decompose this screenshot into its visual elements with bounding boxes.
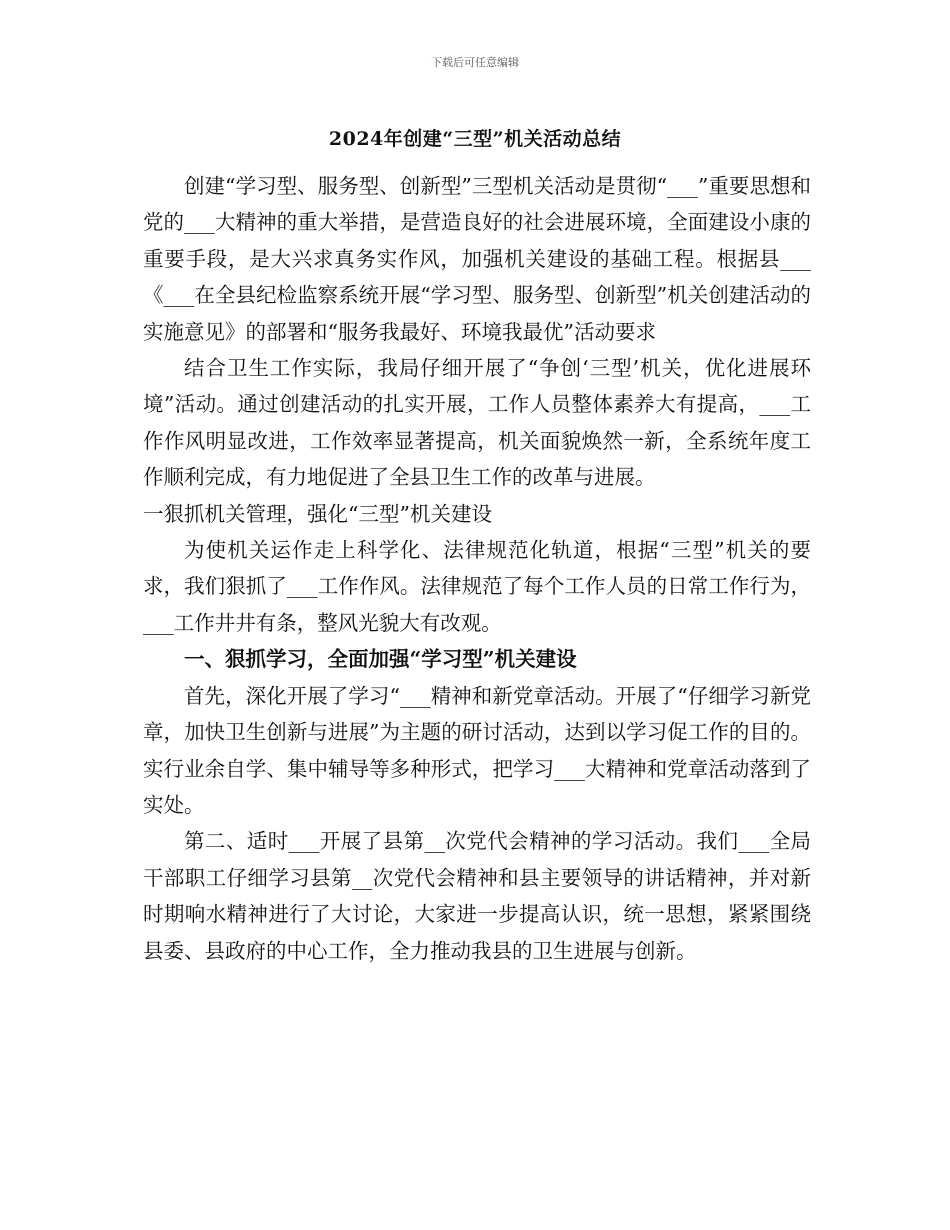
paragraph-first: 首先，深化开展了学习“___精神和新党章活动。开展了“仔细学习新党章，加快卫生创新与进展”为主题的研讨活动，达到以学习促工作的目的。实行业余自学、集中辅导等多种形式，把学习___大精神和党章活动落到了实处。 [143, 683, 811, 817]
paragraph-second: 第二、适时___开展了县第__次党代会精神的学习活动。我们___全局干部职工仔细学习县第__次党代会精神和县主要领导的讲话精神，并对新时期响水精神进行了大讨论，大家进一步提高认识，统一思想，紧紧围绕县委、县政府的中心工作，全力推动我县的卫生进展与创新。 [143, 829, 811, 963]
paragraph-intro: 创建“学习型、服务型、创新型”三型机关活动是贯彻“___”重要思想和党的___大精神的重大举措，是营造良好的社会进展环境，全面建设小康的重要手段，是大兴求真务实作风，加强机关建设的基础工程。根据县___《___在全县纪检监察系统开展“学习型、服务型、创新型”机关创建活动的实施意见》的部署和“服务我最好、环境我最优”活动要求 [143, 174, 811, 344]
document-body [143, 168, 811, 969]
header-note: 下载后可任意编辑 [431, 56, 519, 69]
paragraph-practice: 结合卫生工作实际，我局仔细开展了“争创‘三型’机关，优化进展环境”活动。通过创建活动的扎实开展，工作人员整体素养大有提高，___工作作风明显改进，工作效率显著提高，机关面貌焕然一新，全系统年度工作顺利完成，有力地促进了全县卫生工作的改革与进展。 [143, 356, 811, 490]
document-title: 2024年创建“三型”机关活动总结 [328, 128, 622, 150]
section-heading-learning: 一、狠抓学习，全面加强“学习型”机关建设 [184, 647, 577, 672]
paragraph-management: 为使机关运作走上科学化、法律规范化轨道，根据“三型”机关的要求，我们狠抓了___工作作风。法律规范了每个工作人员的日常工作行为，___工作井井有条，整风光貌大有改观。 [143, 538, 811, 635]
section-heading-management: 一狠抓机关管理，强化“三型”机关建设 [143, 501, 492, 526]
